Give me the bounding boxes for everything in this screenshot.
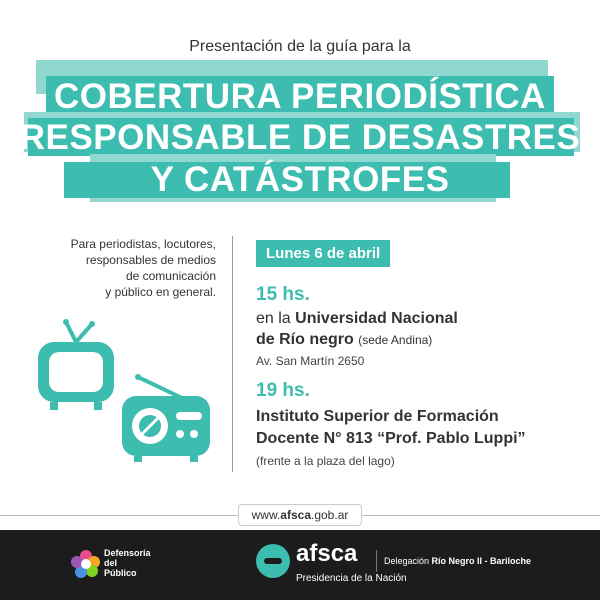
defensoria-logo-icon (70, 548, 102, 580)
website-prefix: www. (251, 508, 281, 522)
event1-place-line-2 (256, 331, 432, 349)
defensoria-line-2: del (104, 558, 118, 568)
date-badge: Lunes 6 de abril (256, 240, 390, 267)
audience-line-2: responsables de medios (85, 253, 216, 267)
website-bold: afsca (280, 508, 311, 522)
event1-prefix: en la (256, 310, 296, 327)
event1-address: Av. San Martín 2650 (256, 354, 365, 368)
afsca-name: afsca (296, 540, 358, 567)
defensoria-text (104, 548, 151, 578)
afsca-logo-icon (256, 544, 290, 578)
event1-place-note: (sede Andina) (358, 333, 433, 347)
website-suffix: .gob.ar (311, 508, 349, 522)
website-link[interactable] (238, 504, 362, 526)
vertical-divider (232, 236, 233, 472)
defensoria-line-3: Público (104, 568, 137, 578)
headline-line-1: COBERTURA PERIODÍSTICA (54, 77, 546, 116)
event1-place-bold-1: Universidad Nacional (295, 310, 458, 327)
headline-line-3: Y CATÁSTROFES (150, 160, 450, 199)
event1-place-bold-2: de Río negro (256, 331, 354, 348)
audience-line-4: y público en general. (105, 285, 216, 299)
headline-line-2: RESPONSABLE DE DESASTRES (19, 118, 581, 157)
delegacion-prefix: Delegación (384, 556, 432, 566)
event2-place-line-1 (256, 408, 499, 426)
event1-place-line-1 (256, 310, 458, 328)
audience-text (20, 236, 216, 300)
delegacion-bold: Río Negro II - Bariloche (431, 556, 532, 566)
event2-place-bold-1: Instituto Superior de Formación (256, 408, 499, 425)
afsca-subtitle: Presidencia de la Nación (296, 573, 407, 584)
event2-note: (frente a la plaza del lago) (256, 454, 395, 468)
tv-icon (36, 318, 116, 414)
delegacion-text (384, 556, 531, 566)
event2-place-bold-2: Docente N° 813 “Prof. Pablo Luppi” (256, 430, 526, 447)
event2-place-line-2 (256, 430, 526, 448)
footer-separator (376, 550, 377, 572)
intro-text: Presentación de la guía para la (189, 38, 411, 55)
audience-line-3: de comunicación (125, 269, 216, 283)
defensoria-line-1: Defensoría (104, 548, 151, 558)
defensoria-logo (70, 542, 180, 588)
event1-time: 15 hs. (256, 284, 310, 305)
audience-line-1: Para periodistas, locutores, (70, 237, 216, 251)
radio-icon (118, 374, 214, 464)
event2-time: 19 hs. (256, 380, 310, 401)
